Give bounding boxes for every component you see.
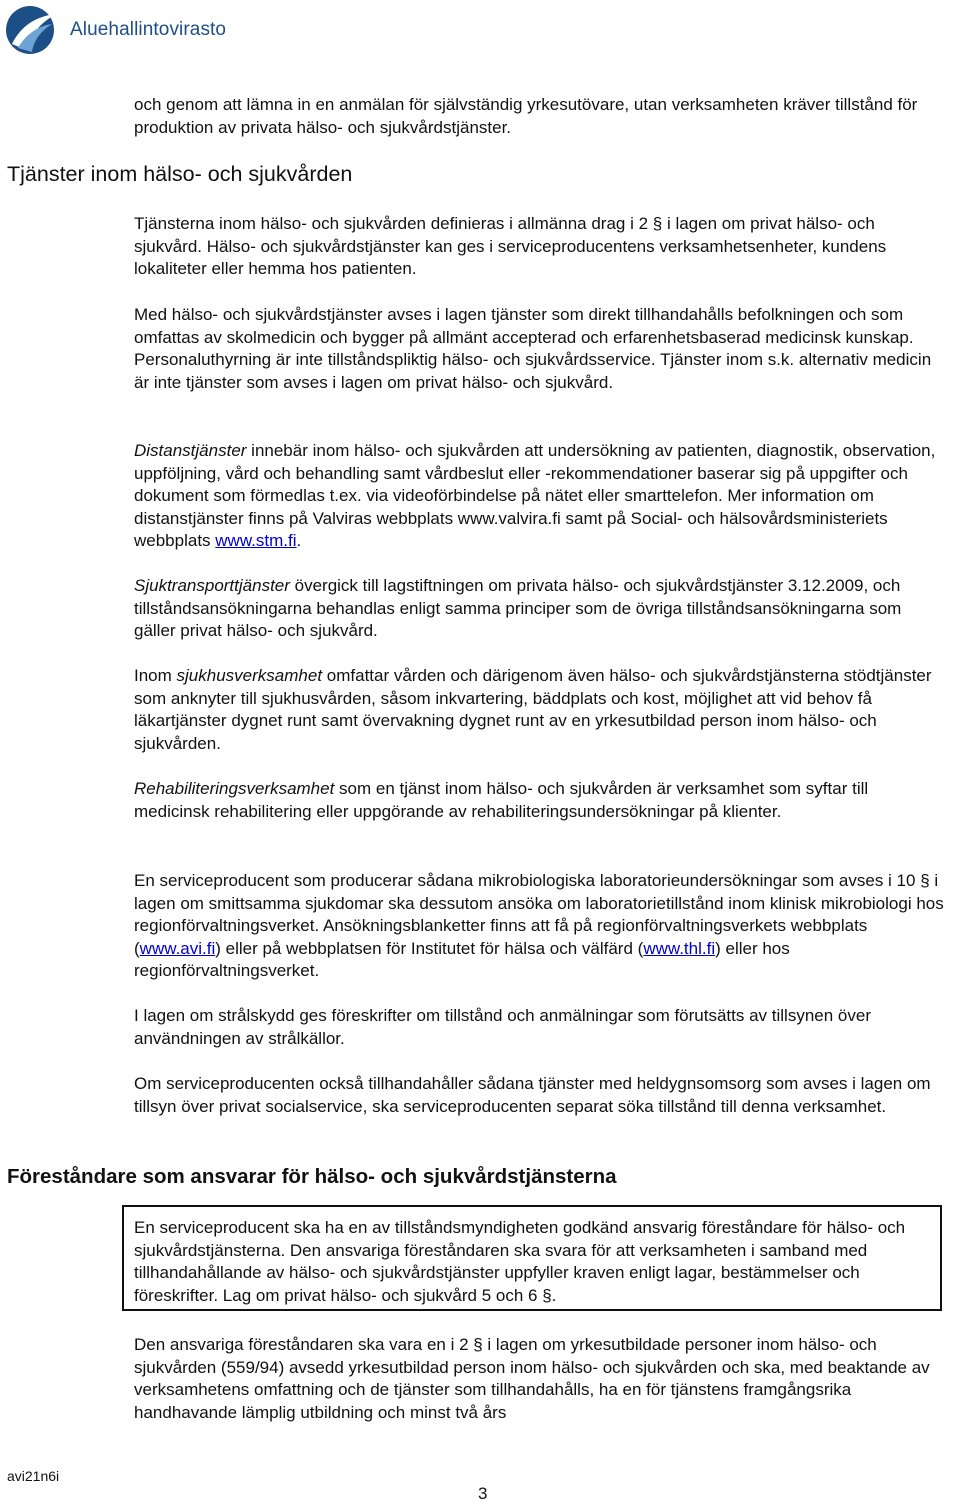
link-avi[interactable]: www.avi.fi <box>139 938 216 958</box>
intro-paragraph: och genom att lämna in en anmälan för självständig yrkesutövare, utan verksamheten kräver tillstånd för produktion av privata hälso- och sjukvårdstjänster. <box>134 95 918 137</box>
laboratory-text-2: ) eller på webbplatsen för Institutet för hälsa och välfärd ( <box>215 938 644 958</box>
laboratory-text-3: ) eller hos regionförvaltningsverket. <box>134 938 790 981</box>
link-stm[interactable]: www.stm.fi <box>215 531 297 551</box>
paragraph-services-scope: Med hälso- och sjukvårdstjänster avses i lagen tjänster som direkt tillhandahålls befolkningen och som omfattas av skolmedicin och bygger på allmänt accepterad och erfarenhetsbaserad medicinsk kunskap. Personaluthyrning är inte tillståndspliktig hälso- och sjukvårdsservice. Tjänster inom s.k. alternativ medicin är inte tjänster som avses i lagen om privat hälso- och sjukvård. <box>134 305 932 392</box>
paragraph-distance-services <box>134 440 946 553</box>
page-number: 3 <box>478 1484 488 1503</box>
section-heading-services: Tjänster inom hälso- och sjukvården <box>7 162 353 186</box>
rehabilitation-text: som en tjänst inom hälso- och sjukvården är verksamhet som syftar till medicinsk rehabilitering eller uppgörande av rehabiliteringsundersökningar på klienter. <box>134 779 869 821</box>
paragraph-director-qualifications: Den ansvariga föreståndaren ska vara en i 2 § i lagen om yrkesutbildade personer inom hälso- och sjukvården (559/94) avsedd yrkesutbildad person inom hälso- och sjukvården och ska, med beaktande av verksamhetens omfattning och de tjänster som tillhandahålls, ha en för tjänstens framgångsrika handhavande lämplig utbildning och minst två års <box>134 1335 930 1422</box>
term-sjuktransporttjanster: Sjuktransporttjänster <box>134 576 290 595</box>
avi-swirl-logo-icon <box>4 4 60 56</box>
laboratory-text-1: En serviceproducent som producerar sådana mikrobiologiska laboratorieundersökningar som avses i 10 § i lagen om smittsamma sjukdomar ska dessutom ansöka om laboratorietillstånd inom klinisk mikrobiologi hos regionförvaltningsverket. Ansökningsblanketter finns att få på regionförvaltningsverkets webbplats ( <box>134 871 944 958</box>
link-thl[interactable]: www.thl.fi <box>643 938 716 958</box>
hospital-services-text: omfattar vården och därigenom även hälso- och sjukvårdstjänsterna stödtjänster som anknyter till sjukhusvården, såsom inkvartering, bäddplats och kost, möjlighet att vid behov få läkartjänster dygnet runt samt övervakning dygnet runt av en yrkesutbildad person inom hälso- och sjukvården. <box>134 666 932 753</box>
footer-document-code: avi21n6i <box>7 1468 60 1484</box>
ambulance-services-text: övergick till lagstiftningen om privata hälso- och sjukvårdstjänster 3.12.2009, och tillståndsansökningarna behandlas enligt samma principer som de övriga tillståndsansökningarna som gäller privat hälso- och sjukvård. <box>134 576 902 641</box>
paragraph-rehabilitation <box>134 778 946 823</box>
org-name: Aluehallintovirasto <box>70 19 227 40</box>
paragraph-definition: Tjänsterna inom hälso- och sjukvården definieras i allmänna drag i 2 § i lagen om privat hälso- och sjukvård. Hälso- och sjukvårdstjänster kan ges i serviceproducentens verksamhetsenheter, kundens lokaliteter eller hemma hos patienten. <box>134 214 887 279</box>
section-heading-director: Föreståndare som ansvarar för hälso- och sjukvårdstjänsterna <box>7 1165 617 1188</box>
boxed-notice-text: En serviceproducent ska ha en av tillståndsmyndigheten godkänd ansvarig föreståndare för hälso- och sjukvårdstjänsterna. Den ansvariga föreståndaren ska svara för att verksamheten i samband med tillhandahållande av hälso- och sjukvårdstjänster uppfyller kraven enligt lagar, bestämmelser och föreskrifter. Lag om privat hälso- och sjukvård 5 och 6 §. <box>134 1218 906 1305</box>
paragraph-laboratory <box>134 870 946 983</box>
header-logo <box>4 4 226 56</box>
distance-services-end: . <box>296 531 302 551</box>
paragraph-hospital-services <box>134 665 946 755</box>
hospital-services-pre: Inom <box>134 666 177 685</box>
paragraph-radiation: I lagen om strålskydd ges föreskrifter om tillstånd och anmälningar som förutsätts av tillsynen över användningen av strålkällor. <box>134 1006 871 1048</box>
term-sjukhusverksamhet: sjukhusverksamhet <box>176 666 323 685</box>
distance-services-text: innebär inom hälso- och sjukvården att undersökning av patienten, diagnostik, observation, uppföljning, vård och behandling samt vårdbeslut eller -rekommendationer baserar sig på uppgifter och dokument som förmedlas t.ex. via videoförbindelse på nätet eller smarttelefon. Mer information om distanstjänster finns på Valviras webbplats www.valvira.fi samt på Social- och hälsovårdsministeriets webbplats <box>134 441 936 551</box>
term-distanstjanster: Distanstjänster <box>134 441 247 460</box>
term-rehabiliteringsverksamhet: Rehabiliteringsverksamhet <box>134 779 335 798</box>
paragraph-ambulance-services <box>134 575 946 643</box>
paragraph-round-the-clock-care: Om serviceproducenten också tillhandahåller sådana tjänster med heldygnsomsorg som avses i lagen om tillsyn över privat socialservice, ska serviceproducenten separat söka tillstånd till denna verksamhet. <box>134 1074 931 1116</box>
